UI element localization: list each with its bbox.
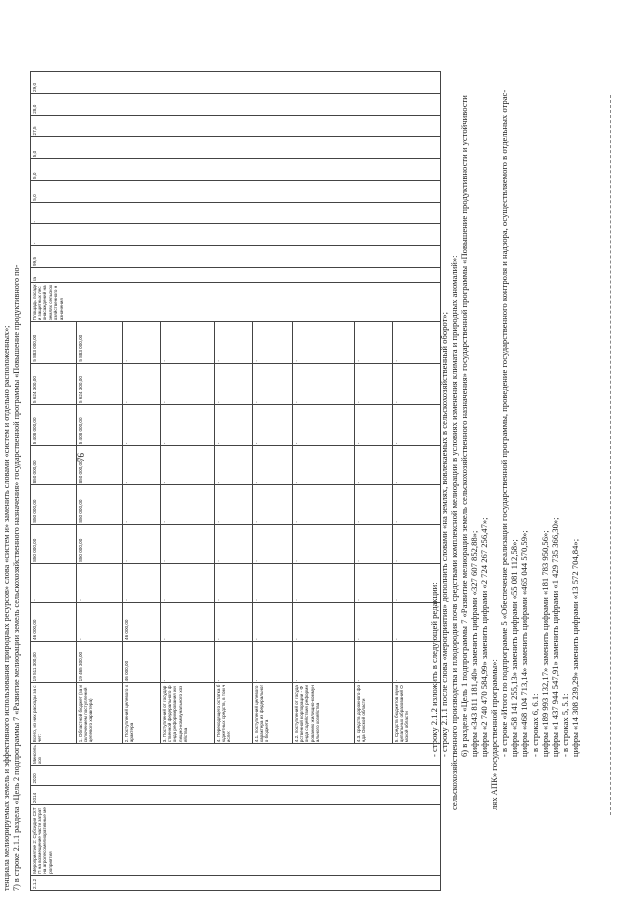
source-label: 4.2. поступлений от государственной корпорации - Фонда содействия реформированию жилищно-коммунального хозяйства [293,683,355,744]
value-cell: - [161,404,215,445]
value-cell: - [393,641,441,682]
value-cell: - [161,485,215,524]
text-line: сельскохозяйственного производства и плодородия почв средствами комплексной мелиорации в условиях изменения климата и природных аномалий»: [449,255,459,810]
source-label: 5. Средств бюджетов муниципальных образований Омской области [393,683,441,744]
value-cell: - [77,602,123,641]
value-cell: - [293,404,355,445]
text-line: 6) в разделе «Цель 1 подпрограммы 7 «Развитие мелиорации земель сельскохозяйственного назначения» государственной программы «Повышение продуктивности и устойчивости [459,95,469,757]
value-cell: 850 000,00 [77,485,123,524]
text-line: цифры «1 437 944 547,91» заменить цифрами «1 429 735 366,30»; [550,517,560,757]
footer-line-2: тенциала мелиорируемых земель и эффективного использования природных ресурсов» слова «систем и» заменить словами «систем и отдельно расположенных»; [2,325,11,891]
value-cell: 5 883 000,00 [31,322,77,363]
value-cell: 5 624 300,00 [77,363,123,404]
text-line: лях АПК» государственной программы»: [489,659,499,810]
source-label: 4. Переходящего остатка бюджетных средств, в том числе: [215,683,253,744]
value-cell: - [355,563,393,602]
source-label: 3. Поступлений от государственной федерального фонда реформирования жилищно-коммунального хозяйства [161,683,215,744]
value-cell: - [393,363,441,404]
indicator-name: Площадь посадки защитных лесонасаждений на землях сельскохозяйственного назначения [31,283,441,322]
value-cell: - [355,641,393,682]
value-cell: - [161,524,215,563]
text-line: цифры «468 104 713,14» заменить цифрами «465 044 570,59»; [519,530,529,757]
value-cell: - [123,446,161,485]
value-cell: - [253,363,293,404]
value-cell: - [293,363,355,404]
value-cell: - [393,602,441,641]
value-cell: 850 000,00 [77,524,123,563]
indicator-total: 99,5 [31,246,441,268]
text-line: цифры «2 740 470 584,99» заменить цифрами «2 724 267 256,47»; [479,517,489,757]
measure-name: Мероприятие 2: Субсидия СХТП на возмещение части затрат на агролесомелиоративные мероприятия [31,805,441,876]
value-cell: - [161,641,215,682]
value-cell: - [253,446,293,485]
value-cell: - [393,563,441,602]
source-label: 4.1. поступлений целевого характера из федерального бюджета [253,683,293,744]
source-label: 1. Областной бюджет (за исключением поступлений целевого характера) [77,683,123,744]
value-cell: - [161,322,215,363]
value-cell: 5 408 000,00 [77,404,123,445]
value-cell: - [393,485,441,524]
executor: Минсельхоз [31,744,441,766]
value-cell: - [123,363,161,404]
text-line: - в строках 5, 5.1: [560,693,570,757]
row-code: 2.1.2 [31,875,441,890]
value-cell: - [253,641,293,682]
value-cell: - [123,524,161,563]
text-line: - в строках 6, 6.1: [530,693,540,757]
year-start: 2014 [31,785,441,805]
value-cell: - [161,363,215,404]
value-cell: - [393,446,441,485]
value-cell: - [253,485,293,524]
value-cell: - [123,404,161,445]
indicator-unit: га [31,267,441,282]
value-cell: 850 000,00 [31,524,77,563]
value-cell: - [31,563,77,602]
value-cell: - [123,322,161,363]
value-cell: 850 000,00 [31,485,77,524]
text-line: цифры «58 141 255,13» заменить цифрами «55 081 112,58»; [509,539,519,757]
text-line: - строку 2.1.1 после слова «мероприятия» дополнить словами «на землях, вовлекаемых в сельскохозяйственный оборот»; [439,311,449,757]
source-label: 4.3. средств дорожного фонда Омской области [355,683,393,744]
table-row [31,72,77,891]
value-cell: - [253,524,293,563]
indicator-value: 5,0 [31,180,441,202]
value-cell: 850 000,00 [77,446,123,485]
value-cell: - [77,563,123,602]
value-cell: 5 408 000,00 [31,404,77,445]
source-label: Всего, из них расходы за счет: [31,683,77,744]
value-cell: - [293,322,355,363]
source-label: 2. Поступлений целевого характера [123,683,161,744]
value-cell: - [215,485,253,524]
value-cell: - [293,602,355,641]
value-cell: - [253,563,293,602]
value-cell: - [215,524,253,563]
value-cell: - [215,322,253,363]
value-cell: 46 000,00 [31,602,77,641]
value-cell: - [355,446,393,485]
value-cell: - [215,363,253,404]
value-cell: 5 624 300,00 [31,363,77,404]
value-cell: 46 000,00 [123,602,161,641]
value-cell: - [293,524,355,563]
indicator-value: 28,0 [31,93,441,115]
value-cell: - [355,524,393,563]
indicator-value: - [31,224,441,246]
value-cell: - [215,641,253,682]
measure-table [30,71,441,891]
value-cell: - [293,446,355,485]
indicator-value: - [31,202,441,224]
value-cell: - [293,563,355,602]
value-cell: - [355,602,393,641]
value-cell: 19 511 300,00 [31,641,77,682]
value-cell: - [293,641,355,682]
value-cell: - [123,485,161,524]
value-cell: 850 000,00 [31,446,77,485]
value-cell: - [393,322,441,363]
value-cell: - [215,446,253,485]
value-cell: 46 000,00 [123,641,161,682]
value-cell: - [355,322,393,363]
text-line: - строку 2.1.2 изложить в следующей редакции: [429,582,439,757]
text-line: цифры «14 308 239,29» заменить цифрами «13 572 704,84»; [570,538,580,757]
value-cell: - [161,602,215,641]
text-line: - в строке «Итого по подпрограмме 5 «Обеспечение реализации государственной программы, проведение государственного контроля и надзора, осуществляемого в отдельных отрас- [499,89,509,757]
indicator-value: 29,0 [31,72,441,94]
value-cell: - [355,485,393,524]
value-cell: - [123,563,161,602]
value-cell: - [393,404,441,445]
year-end: 2020 [31,765,441,785]
text-line: цифры «189 993 132,17» заменить цифрами «181 783 950,56»; [540,530,550,757]
value-cell: - [215,602,253,641]
footer-line-1: 7) в строке 2.1.1 раздела «Цель 2 подпрограммы 7 «Развитие мелиорации земель сельскохозяйственного назначения» государственной программы «Повышение продуктивного по- [12,264,21,891]
value-cell: - [161,446,215,485]
value-cell: - [253,322,293,363]
indicator-value: 5,0 [31,159,441,181]
value-cell: - [293,485,355,524]
value-cell: - [161,563,215,602]
value-cell: - [215,563,253,602]
value-cell: - [355,404,393,445]
value-cell: 19 465 300,00 [77,641,123,682]
top-rule [610,95,611,815]
value-cell: 5 883 000,00 [77,322,123,363]
page-number: 76 [76,453,86,462]
value-cell: - [355,363,393,404]
indicator-value: 5,0 [31,137,441,159]
indicator-value: 27,5 [31,115,441,137]
value-cell: - [253,404,293,445]
value-cell: - [253,602,293,641]
text-line: цифры «343 811 181,40» заменить цифрами «327 607 852,88»; [469,530,479,757]
value-cell: - [215,404,253,445]
value-cell: - [393,524,441,563]
